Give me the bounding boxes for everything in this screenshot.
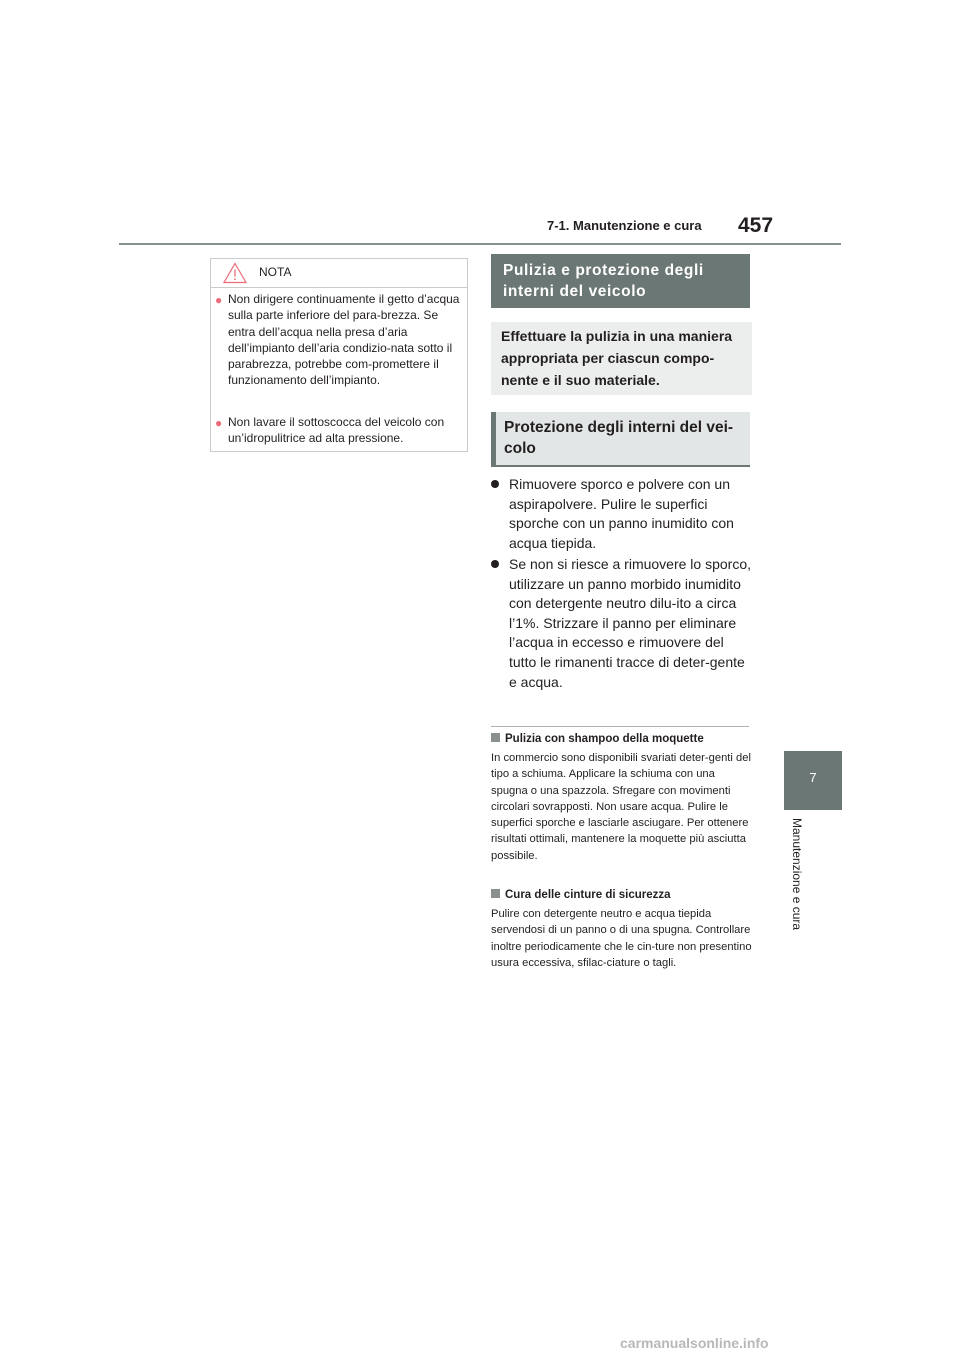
subsection-divider xyxy=(491,726,749,727)
nota-label: NOTA xyxy=(259,265,292,279)
lead-text: Effettuare la pulizia in una maniera appropriata per ciascun compo-nente e il suo materiale. xyxy=(501,328,733,388)
section-title: 7-1. Manutenzione e cura xyxy=(547,218,702,233)
chapter-number: 7 xyxy=(809,770,817,785)
bullet-dot-icon: ● xyxy=(215,293,223,307)
nota-item xyxy=(215,414,465,447)
watermark: carmanualsonline.info xyxy=(620,1335,769,1351)
square-bullet-icon xyxy=(491,889,500,898)
info-body: In commercio sono disponibili svariati deter-genti del tipo a schiuma. Applicare la schiuma con una spugna o una spazzola. Sfregare con movimenti circolari sovrapposti. Non usare acqua. Pulire le superfici sporche e lasciarle asciugare. Per ottenere risultati ottimali, mantenere la moquette più asciutta possibile. xyxy=(491,752,751,862)
info-heading-text: Cura delle cinture di sicurezza xyxy=(505,889,671,901)
info-heading xyxy=(491,733,704,745)
bullet-item xyxy=(491,555,753,692)
info-heading xyxy=(491,889,671,901)
bullet-item xyxy=(491,475,753,553)
bullet-dot-icon xyxy=(491,480,499,488)
subsection-heading: Protezione degli interni del vei-colo xyxy=(504,419,734,457)
nota-item-text: Non dirigere continuamente il getto d’acqua sulla parte inferiore del para-brezza. Se entra dell’acqua nella presa d’aria dell’impianto dell’aria condizio-nata sotto il parabrezza, potrebbe com-promettere il funzionamento dell’impianto. xyxy=(228,292,460,388)
header-rule xyxy=(119,243,841,245)
subsection-heading-rule xyxy=(491,465,750,467)
nota-item xyxy=(215,291,465,389)
bullet-dot-icon: ● xyxy=(215,416,223,430)
info-heading-text: Pulizia con shampoo della moquette xyxy=(505,733,704,745)
section-heading: Pulizia e protezione degli interni del veicolo xyxy=(503,262,704,300)
nota-item-text: Non lavare il sottoscocca del veicolo con un’idropulitrice ad alta pressione. xyxy=(228,415,445,446)
page-number: 457 xyxy=(738,214,774,237)
bullet-dot-icon xyxy=(491,560,499,568)
bullet-text: Se non si riesce a rimuovere lo sporco, utilizzare un panno morbido inumidito con detergente neutro dilu-ito a circa l’1%. Strizzare il panno per eliminare l’acqua in eccesso e rimuovere del tutto le rimanenti tracce di deter-gente e acqua. xyxy=(509,556,751,690)
nota-header xyxy=(210,258,468,288)
warning-triangle-icon xyxy=(223,262,247,284)
info-body: Pulire con detergente neutro e acqua tiepida servendosi di un panno o di una spugna. Controllare inoltre periodicamente che le cin-ture non presentino usura eccessiva, sfilac-ciature o tagli. xyxy=(491,908,752,969)
chapter-label xyxy=(788,818,808,958)
bullet-text: Rimuovere sporco e polvere con un aspirapolvere. Pulire le superfici sporche con un panno inumidito con acqua tiepida. xyxy=(509,476,734,551)
square-bullet-icon xyxy=(491,733,500,742)
chapter-label-text: Manutenzione e cura xyxy=(790,818,804,931)
